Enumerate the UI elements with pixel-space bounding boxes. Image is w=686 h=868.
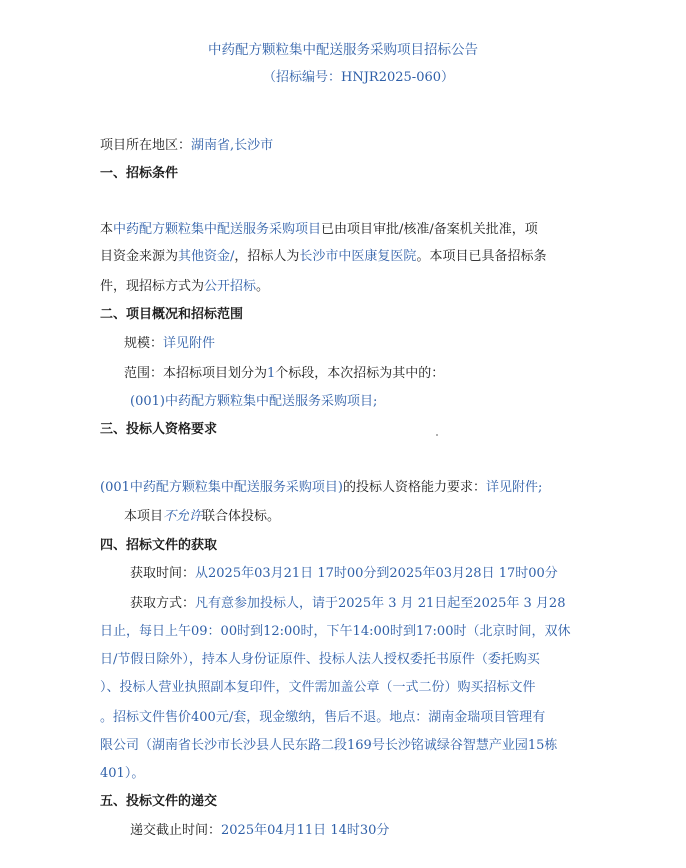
scale-value: 详见附件 [163, 336, 216, 351]
project-name: 中药配方颗粒集中配送服务采购项目 [113, 222, 322, 237]
s1-line-3 [100, 277, 269, 297]
scale-line [124, 334, 215, 354]
s1-text: 目资金来源为 [100, 249, 179, 264]
qualification-value: 详见附件; [485, 480, 543, 495]
acquire-time-line [130, 564, 558, 584]
qualification-lot: (001中药配方颗粒集中配送服务采购项目) [100, 480, 343, 495]
project-region [100, 136, 273, 156]
section-5-heading: 五、投标文件的递交 [100, 794, 218, 809]
joint-text: 本项目 [124, 509, 164, 524]
tender-method: 公开招标 [204, 279, 257, 294]
section-3-heading: 三、投标人资格要求 [100, 422, 218, 437]
joint-bid-line [124, 507, 280, 527]
acquire-time-value: 从2025年03月21日 17时00分到2025年03月28日 17时00分 [195, 566, 558, 581]
lot-item: (001)中药配方颗粒集中配送服务采购项目; [130, 394, 378, 409]
acquire-method-text: 401）。 [100, 766, 145, 781]
section-2-heading: 二、项目概况和招标范围 [100, 307, 244, 322]
deadline-line [130, 821, 389, 841]
s1-text: 已由项目审批/核准/备案机关批准，项 [321, 222, 538, 237]
acquire-method-line [130, 594, 565, 614]
acquire-method-text: 日止，每日上午09：00时到12:00时，下午14:00时到17:00时（北京时间，双休 [100, 624, 571, 639]
page-title: 中药配方颗粒集中配送服务采购项目招标公告 [208, 42, 478, 58]
s1-text: ，招标人为 [234, 249, 300, 264]
deadline-value: 2025年04月11日 14时30分 [221, 823, 390, 838]
acquire-method-text: 。招标文件售价400元/套，现金缴纳，售后不退。地点：湖南金瑞项目管理有 [100, 710, 546, 725]
section-4-heading: 四、招标文件的获取 [100, 538, 218, 553]
s1-line-2 [100, 247, 546, 267]
acquire-method-label: 获取方式： [130, 596, 196, 611]
lot-count: 1 [267, 366, 276, 381]
fund-source: 其他资金/ [178, 249, 235, 264]
joint-text: 联合体投标。 [202, 509, 281, 524]
acquire-method-text: 日/节假日除外），持本人身份证原件、投标人法人授权委托书原件（委托购买 [100, 652, 540, 667]
s1-text: 件，现招标方式为 [100, 279, 205, 294]
qualification-line [100, 478, 542, 498]
region-label: 项目所在地区： [100, 138, 192, 153]
s1-text: 。 [256, 279, 270, 294]
s1-text: 本 [100, 222, 114, 237]
s1-line-1 [100, 220, 538, 240]
qualification-text: 的投标人资格能力要求： [342, 480, 486, 495]
s1-text: 。本项目已具备招标条 [416, 249, 547, 264]
tender-code: （招标编号：HNJR2025-060） [263, 70, 455, 85]
scope-text: 范围：本招标项目划分为 [124, 366, 268, 381]
tenderer-name: 长沙市中医康复医院 [299, 249, 417, 264]
scope-text: 个标段，本次招标为其中的： [275, 366, 445, 381]
scale-label: 规模： [124, 336, 164, 351]
acquire-method-text: 限公司（湖南省长沙市长沙县人民东路二段169号长沙铭诚绿谷智慧产业园15栋 [100, 738, 558, 753]
scope-line [124, 364, 444, 384]
acquire-method-text: 凡有意参加投标人，请于2025年 3 月 21日起至2025年 3 月28 [195, 596, 566, 611]
joint-value: 不允许 [163, 509, 203, 524]
acquire-time-label: 获取时间： [130, 566, 196, 581]
scan-speck [436, 434, 438, 436]
acquire-method-text: ）、投标人营业执照副本复印件，文件需加盖公章（一式二份）购买招标文件 [100, 680, 536, 695]
deadline-label: 递交截止时间： [130, 823, 222, 838]
region-value: 湖南省,长沙市 [191, 138, 274, 153]
section-1-heading: 一、招标条件 [100, 166, 179, 181]
